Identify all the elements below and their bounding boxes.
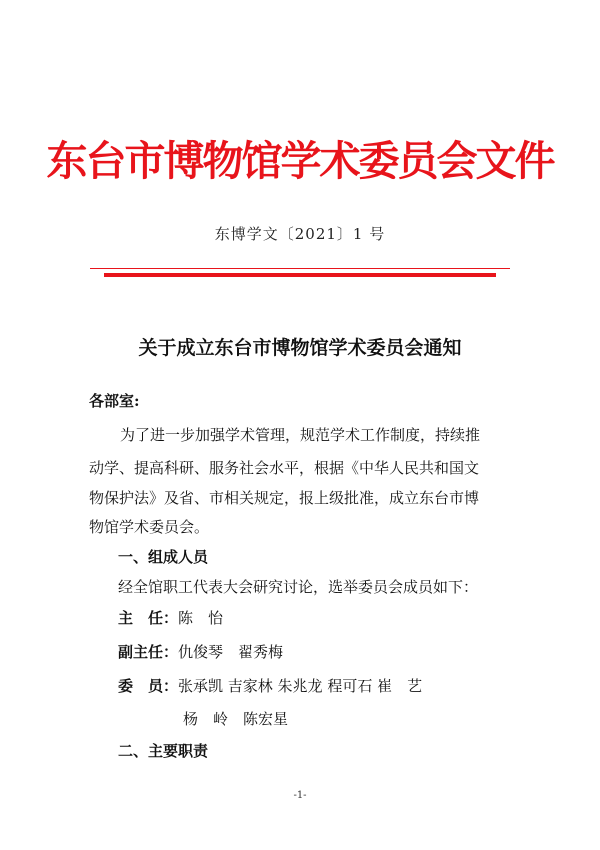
members-label: 委 员： xyxy=(118,677,179,695)
header-divider-thick xyxy=(104,273,496,277)
chair-names: 陈 怡 xyxy=(178,609,224,627)
header-divider-thin xyxy=(90,268,510,269)
paragraph-line-1: 为了进一步加强学术管理，规范学术工作制度，持续推 xyxy=(120,426,481,444)
document-header-title: 东台市博物馆学术委员会文件 xyxy=(46,137,554,185)
section-heading-members: 一、组成人员 xyxy=(118,548,209,566)
section-heading-duties: 二、主要职责 xyxy=(118,742,209,760)
document-number: 东博学文〔2021〕1 号 xyxy=(214,225,386,243)
paragraph-line-2: 动学、提高科研、服务社会水平，根据《中华人民共和国文 xyxy=(89,459,480,477)
notice-title: 关于成立东台市博物馆学术委员会通知 xyxy=(138,337,462,359)
chair-label: 主 任： xyxy=(118,609,179,627)
salutation: 各部室: xyxy=(89,392,140,410)
members-row xyxy=(118,676,422,696)
paragraph-line-4: 物馆学术委员会。 xyxy=(89,518,210,536)
chair-row xyxy=(118,608,223,628)
members-names-line-1: 张承凯 吉家林 朱兆龙 程可石 崔 艺 xyxy=(178,677,423,695)
members-names-line-2: 杨 岭 陈宏星 xyxy=(183,710,289,728)
vice-chair-label: 副主任： xyxy=(118,643,179,661)
vice-chair-row xyxy=(118,642,283,662)
page-number: -1- xyxy=(293,790,307,801)
paragraph-line-3: 物保护法》及省、市相关规定，报上级批准，成立东台市博 xyxy=(89,489,480,507)
election-text: 经全馆职工代表大会研究讨论，选举委员会成员如下： xyxy=(118,578,479,596)
vice-chair-names: 仇俊琴 翟秀梅 xyxy=(178,643,284,661)
